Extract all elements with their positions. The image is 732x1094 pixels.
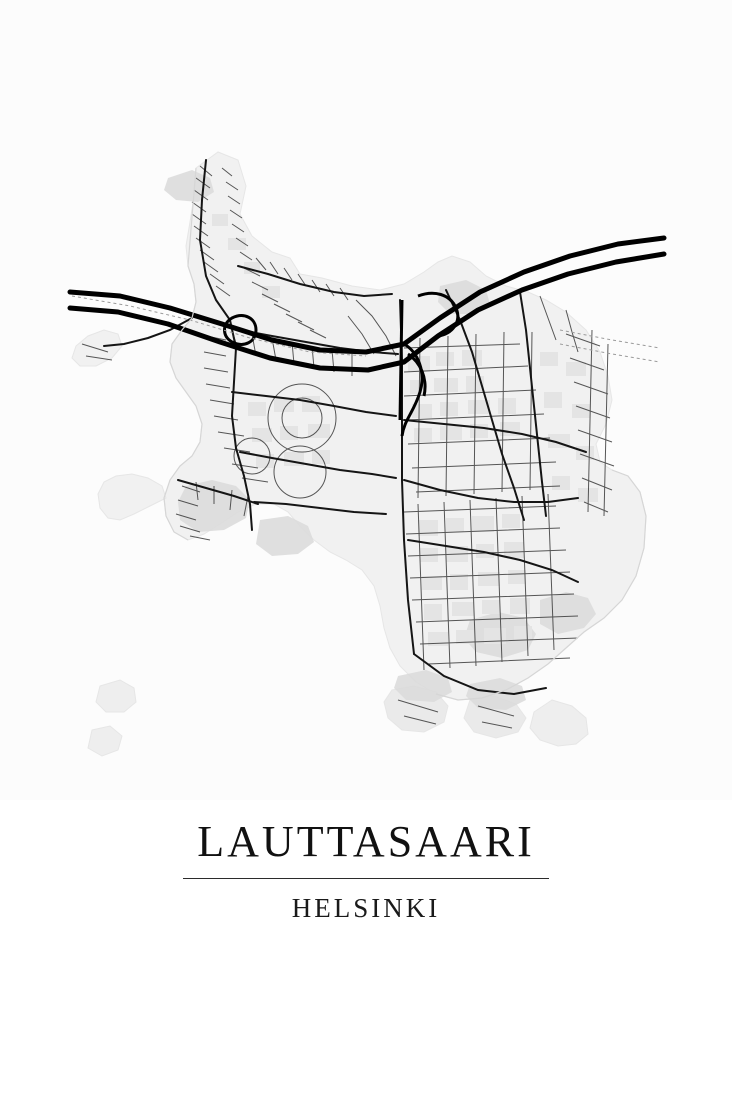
poster-subtitle: HELSINKI xyxy=(291,893,441,924)
page-title: LAUTTASAARI xyxy=(197,817,535,866)
poster-caption xyxy=(0,800,732,960)
title-divider xyxy=(183,878,549,879)
